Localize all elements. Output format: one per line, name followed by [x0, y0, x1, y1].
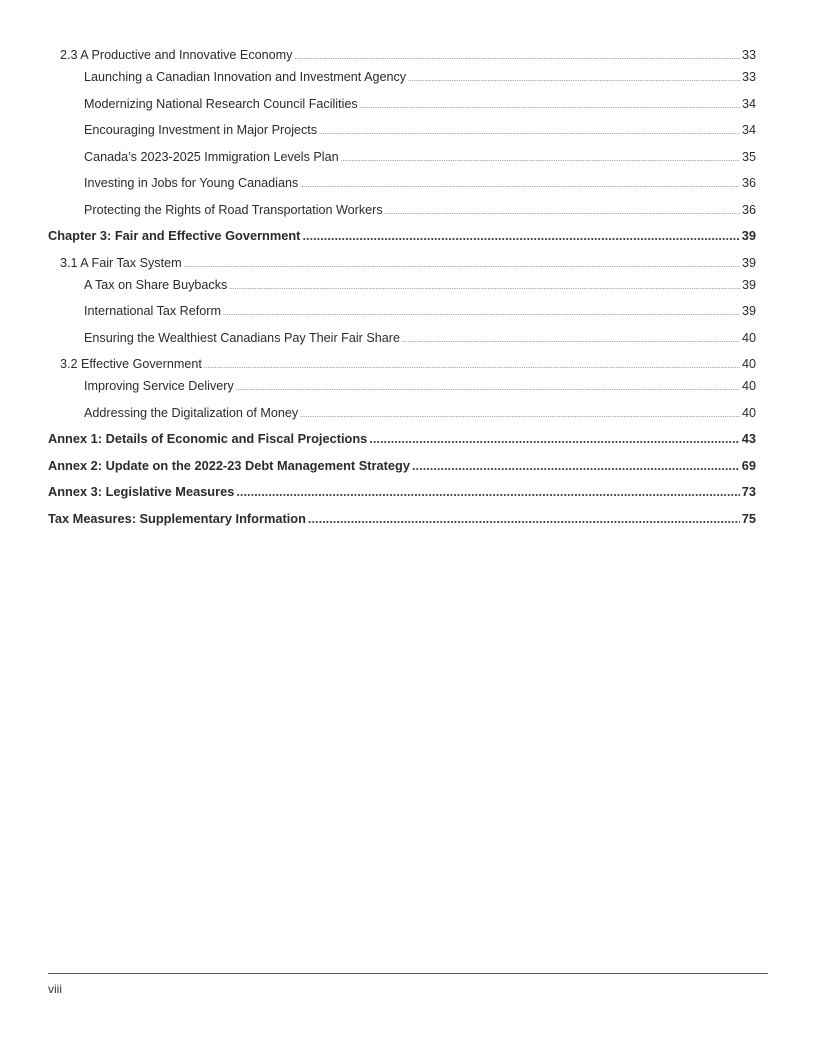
toc-entry-section[interactable] [48, 508, 756, 535]
toc-entry[interactable] [84, 402, 756, 429]
toc-entry[interactable] [84, 66, 756, 93]
toc-entry-title: Investing in Jobs for Young Canadians [84, 176, 299, 190]
toc-entry[interactable] [84, 93, 756, 120]
toc-entry-annex[interactable] [48, 481, 756, 508]
toc-entry-page: 75 [741, 510, 756, 526]
toc-entry[interactable] [60, 252, 756, 274]
toc-entry-page: 40 [741, 405, 756, 420]
toc-entry-page: 33 [741, 48, 756, 62]
toc-entry[interactable] [84, 146, 756, 173]
toc-entry-page: 40 [741, 357, 756, 371]
toc-entry-title: A Tax on Share Buybacks [84, 277, 228, 292]
dot-leader [412, 455, 740, 477]
toc-entry-page: 39 [741, 228, 756, 243]
toc-entry-page: 40 [741, 379, 756, 393]
toc-entry-title: Addressing the Digitalization of Money [84, 405, 299, 420]
dot-leader [385, 202, 740, 224]
toc-entry-title: Encouraging Investment in Major Projects [84, 123, 318, 137]
toc-entry-page: 39 [741, 304, 756, 318]
toc-entry[interactable] [84, 375, 756, 402]
toc-entry-title: Annex 3: Legislative Measures [48, 484, 235, 499]
toc-entry-page: 39 [741, 255, 756, 270]
toc-entry-title: 3.1 A Fair Tax System [60, 255, 182, 270]
dot-leader [408, 69, 740, 91]
dot-leader [369, 428, 739, 450]
toc-entry-page: 43 [741, 431, 756, 446]
toc-entry-page: 34 [741, 123, 756, 137]
dot-leader [302, 225, 739, 247]
page-number: viii [48, 982, 62, 996]
toc-entry-annex[interactable] [48, 455, 756, 482]
dot-leader [402, 330, 740, 352]
toc-entry-title: Tax Measures: Supplementary Information [48, 510, 306, 526]
dot-leader [236, 378, 740, 400]
toc-entry-title: Launching a Canadian Innovation and Investment Agency [84, 70, 407, 84]
toc-entry-annex[interactable] [48, 428, 756, 455]
toc-entry[interactable] [84, 300, 756, 327]
dot-leader [300, 405, 740, 427]
toc-entry[interactable] [60, 353, 756, 375]
toc-entry-title: Improving Service Delivery [84, 379, 234, 393]
toc-entry-title: 3.2 Effective Government [60, 357, 202, 371]
toc-entry[interactable] [84, 172, 756, 199]
toc-entry-page: 34 [741, 96, 756, 111]
dot-leader [319, 122, 740, 144]
toc-entry-page: 35 [741, 149, 756, 164]
toc-entry-title: Annex 1: Details of Economic and Fiscal Projections [48, 431, 368, 446]
toc-entry-page: 33 [741, 70, 756, 84]
toc-entry[interactable] [60, 44, 756, 66]
toc-entry-page: 40 [741, 330, 756, 345]
toc-entry-page: 73 [741, 484, 756, 499]
toc-entry-page: 39 [741, 277, 756, 292]
dot-leader [223, 303, 740, 325]
toc-entry-title: International Tax Reform [84, 304, 221, 318]
toc-entry[interactable] [84, 199, 756, 226]
toc-entry-title: 2.3 A Productive and Innovative Economy [60, 48, 293, 62]
toc-entry-title: Protecting the Rights of Road Transportation Workers [84, 202, 383, 217]
toc-entry-title: Annex 2: Update on the 2022-23 Debt Management Strategy [48, 457, 410, 473]
toc-entry[interactable] [84, 327, 756, 354]
toc-entry[interactable] [84, 119, 756, 146]
dot-leader [308, 508, 740, 530]
footer-divider [48, 973, 768, 974]
dot-leader [341, 149, 740, 171]
dot-leader [236, 481, 739, 503]
toc-entry-title: Canada’s 2023-2025 Immigration Levels Plan [84, 149, 339, 164]
table-of-contents [48, 44, 756, 534]
dot-leader [300, 175, 740, 197]
toc-entry-page: 36 [741, 202, 756, 217]
toc-entry-title: Chapter 3: Fair and Effective Government [48, 228, 301, 243]
dot-leader [229, 277, 740, 299]
toc-entry-chapter[interactable] [48, 225, 756, 252]
toc-entry-title: Ensuring the Wealthiest Canadians Pay Their Fair Share [84, 330, 400, 345]
toc-entry-page: 36 [741, 176, 756, 190]
toc-entry[interactable] [84, 274, 756, 301]
toc-entry-title: Modernizing National Research Council Facilities [84, 96, 358, 111]
dot-leader [360, 96, 740, 118]
toc-entry-page: 69 [741, 457, 756, 473]
